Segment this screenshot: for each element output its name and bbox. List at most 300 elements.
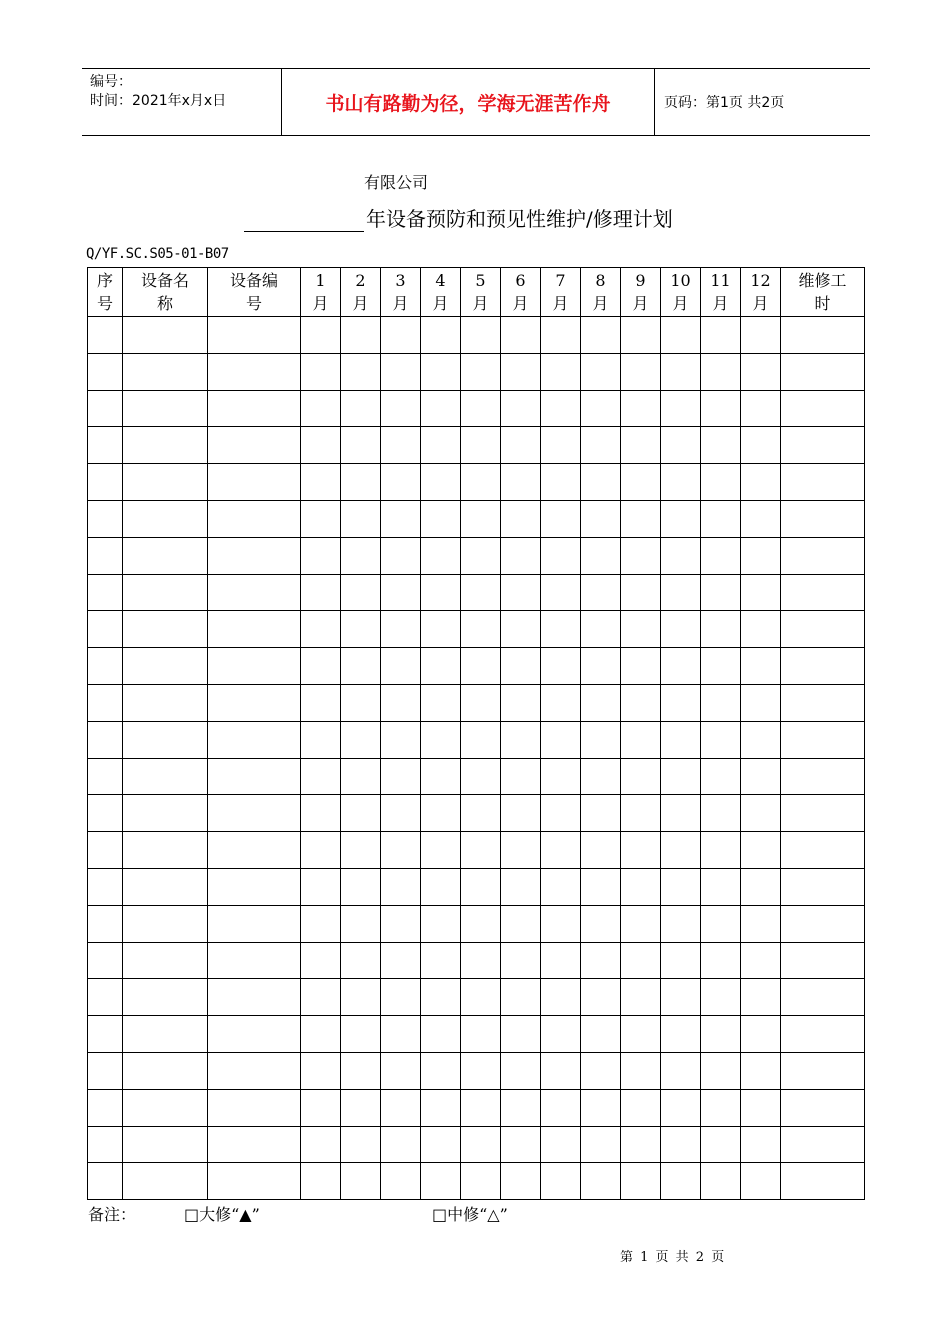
table-cell [541,1163,581,1200]
table-cell [781,684,865,721]
table-cell [581,648,621,685]
table-cell [741,537,781,574]
table-cell [301,317,341,354]
table-cell [208,611,301,648]
table-cell [381,905,421,942]
table-cell [123,464,208,501]
table-cell [501,979,541,1016]
table-cell [701,1126,741,1163]
table-cell [381,684,421,721]
table-cell [341,979,381,1016]
table-cell [621,979,661,1016]
table-cell [501,758,541,795]
table-cell [701,574,741,611]
table-cell [301,905,341,942]
table-cell [301,979,341,1016]
table-cell [123,1126,208,1163]
table-cell [581,390,621,427]
table-cell [581,1089,621,1126]
table-cell [461,942,501,979]
table-cell [381,1052,421,1089]
table-cell [501,832,541,869]
table-cell [88,1163,123,1200]
table-cell [421,317,461,354]
table-cell [421,758,461,795]
table-cell [661,500,701,537]
table-cell [88,427,123,464]
table-cell [341,1016,381,1053]
table-cell [301,795,341,832]
table-cell [621,611,661,648]
table-cell [541,1089,581,1126]
table-row [88,905,865,942]
table-cell [208,1163,301,1200]
table-cell [621,317,661,354]
table-cell [661,390,701,427]
table-cell [208,464,301,501]
table-cell [421,648,461,685]
table-cell [123,1163,208,1200]
table-cell [88,611,123,648]
table-cell [341,500,381,537]
table-cell [781,979,865,1016]
table-cell [88,464,123,501]
table-cell [541,795,581,832]
table-cell [581,905,621,942]
table-row [88,317,865,354]
table-cell [701,1163,741,1200]
table-cell [661,317,701,354]
table-cell [661,905,701,942]
table-cell [581,979,621,1016]
table-cell [421,1089,461,1126]
table-cell [621,942,661,979]
table-cell [501,464,541,501]
table-cell [741,942,781,979]
table-cell [661,979,701,1016]
header-divider [654,69,655,135]
table-cell [701,979,741,1016]
column-header: 1 月 [301,268,341,317]
table-cell [501,1126,541,1163]
table-cell [301,427,341,464]
table-cell [781,574,865,611]
table-cell [461,648,501,685]
table-cell [301,500,341,537]
table-cell [621,353,661,390]
table-cell [421,905,461,942]
table-cell [501,868,541,905]
table-cell [341,942,381,979]
table-cell [541,1126,581,1163]
table-cell [461,832,501,869]
table-cell [781,1163,865,1200]
table-cell [208,648,301,685]
table-cell [661,758,701,795]
table-cell [501,648,541,685]
company-name: 有限公司 [364,173,429,192]
table-cell [381,390,421,427]
table-cell [501,1089,541,1126]
table-cell [701,464,741,501]
table-cell [421,390,461,427]
page-footer: 第 1 页 共 2 页 [620,1250,725,1265]
table-cell [208,942,301,979]
table-row [88,1089,865,1126]
table-cell [461,979,501,1016]
table-cell [661,1126,701,1163]
table-cell [461,758,501,795]
table-row [88,758,865,795]
table-cell [621,574,661,611]
table-cell [301,648,341,685]
table-cell [621,758,661,795]
table-row [88,611,865,648]
table-cell [501,611,541,648]
table-cell [661,427,701,464]
table-cell [661,611,701,648]
table-cell [661,574,701,611]
table-cell [301,832,341,869]
column-header: 9 月 [621,268,661,317]
table-cell [461,390,501,427]
header-page-info: 页码：第1页 共2页 [664,95,785,111]
table-cell [123,721,208,758]
column-header: 维修工 时 [781,268,865,317]
table-cell [541,648,581,685]
table-cell [581,868,621,905]
table-cell [581,721,621,758]
table-cell [581,500,621,537]
table-cell [501,1016,541,1053]
table-cell [541,721,581,758]
table-cell [421,1016,461,1053]
table-cell [661,942,701,979]
table-header-row [88,268,865,317]
table-cell [301,1126,341,1163]
table-cell [541,868,581,905]
table-row [88,832,865,869]
table-cell [381,1126,421,1163]
table-cell [661,1089,701,1126]
table-cell [621,1126,661,1163]
header-meta [90,73,226,111]
table-cell [341,464,381,501]
medium-repair-legend: □中修“△” [432,1205,508,1224]
table-cell [123,574,208,611]
table-cell [381,317,421,354]
table-cell [88,1016,123,1053]
table-cell [341,648,381,685]
table-cell [741,868,781,905]
table-cell [501,317,541,354]
major-repair-legend: □大修“▲” [184,1205,260,1224]
table-cell [581,1052,621,1089]
table-cell [701,868,741,905]
table-cell [461,795,501,832]
table-cell [208,1126,301,1163]
page-header [82,68,870,136]
table-cell [461,721,501,758]
table-cell [461,317,501,354]
table-cell [88,574,123,611]
table-cell [461,684,501,721]
table-cell [661,1016,701,1053]
table-cell [461,868,501,905]
table-cell [581,353,621,390]
table-cell [123,611,208,648]
table-cell [123,500,208,537]
table-cell [701,721,741,758]
table-cell [541,905,581,942]
table-cell [621,390,661,427]
table-cell [741,684,781,721]
table-cell [88,795,123,832]
table-row [88,721,865,758]
table-cell [421,427,461,464]
table-cell [781,1089,865,1126]
table-cell [621,427,661,464]
table-cell [88,1126,123,1163]
table-cell [381,832,421,869]
table-cell [581,317,621,354]
document-code: Q/YF.SC.S05-01-B07 [86,246,229,262]
table-cell [621,868,661,905]
table-row [88,979,865,1016]
table-cell [701,832,741,869]
table-row [88,942,865,979]
table-cell [781,390,865,427]
table-cell [781,611,865,648]
table-cell [421,611,461,648]
table-cell [701,758,741,795]
table-row [88,1016,865,1053]
table-cell [781,353,865,390]
table-cell [541,979,581,1016]
table-cell [421,979,461,1016]
table-cell [661,684,701,721]
table-cell [301,574,341,611]
table-cell [421,537,461,574]
table-cell [341,427,381,464]
table-cell [581,427,621,464]
table-cell [701,942,741,979]
table-cell [501,574,541,611]
table-cell [701,353,741,390]
table-cell [461,500,501,537]
table-cell [341,611,381,648]
table-cell [541,1016,581,1053]
table-cell [381,1016,421,1053]
maintenance-plan-table [87,267,865,1200]
table-cell [501,684,541,721]
table-cell [461,1052,501,1089]
table-cell [541,1052,581,1089]
table-row [88,1052,865,1089]
table-cell [381,721,421,758]
table-cell [501,721,541,758]
table-cell [421,1163,461,1200]
table-cell [621,648,661,685]
column-header: 6 月 [501,268,541,317]
table-cell [88,868,123,905]
table-cell [123,353,208,390]
table-row [88,684,865,721]
table-cell [301,1163,341,1200]
table-cell [741,390,781,427]
table-cell [741,648,781,685]
table-cell [581,795,621,832]
table-cell [661,353,701,390]
table-cell [741,979,781,1016]
table-cell [421,500,461,537]
table-cell [123,942,208,979]
table-cell [661,1052,701,1089]
table-cell [621,684,661,721]
table-cell [88,317,123,354]
table-cell [581,832,621,869]
table-cell [661,721,701,758]
table-cell [341,684,381,721]
table-cell [123,758,208,795]
table-cell [621,500,661,537]
table-cell [621,1089,661,1126]
table-cell [208,979,301,1016]
table-cell [701,317,741,354]
table-cell [741,427,781,464]
table-cell [88,648,123,685]
table-cell [461,574,501,611]
table-cell [541,574,581,611]
table-row [88,390,865,427]
table-cell [301,1052,341,1089]
column-header: 12 月 [741,268,781,317]
table-cell [501,942,541,979]
table-cell [88,537,123,574]
table-cell [501,390,541,427]
table-cell [88,905,123,942]
column-header: 3 月 [381,268,421,317]
table-cell [741,500,781,537]
table-cell [301,942,341,979]
table-cell [301,390,341,427]
table-cell [741,1089,781,1126]
remarks [88,1202,868,1226]
table-cell [501,353,541,390]
table-cell [123,684,208,721]
document-title-row [244,203,673,232]
table-cell [461,464,501,501]
table-cell [341,1052,381,1089]
table-cell [208,905,301,942]
table-cell [421,942,461,979]
table-cell [781,317,865,354]
table-cell [501,427,541,464]
table-cell [208,795,301,832]
table-cell [301,464,341,501]
table-cell [88,353,123,390]
table-cell [621,832,661,869]
table-cell [208,1016,301,1053]
table-cell [741,832,781,869]
table-cell [781,427,865,464]
table-cell [581,942,621,979]
table-cell [341,1163,381,1200]
table-cell [701,1016,741,1053]
table-cell [581,1016,621,1053]
table-cell [501,500,541,537]
table-cell [741,464,781,501]
table-cell [581,464,621,501]
table-cell [541,684,581,721]
table-cell [301,611,341,648]
table-cell [301,1016,341,1053]
column-header: 4 月 [421,268,461,317]
table-cell [781,537,865,574]
table-cell [541,537,581,574]
table-cell [461,611,501,648]
table-cell [341,795,381,832]
table-cell [501,795,541,832]
table-cell [301,684,341,721]
table-cell [541,832,581,869]
table-row [88,353,865,390]
table-row [88,427,865,464]
table-cell [301,721,341,758]
table-cell [381,942,421,979]
table-cell [301,1089,341,1126]
table-cell [381,979,421,1016]
table-cell [88,1052,123,1089]
table-cell [208,353,301,390]
table-cell [781,648,865,685]
table-cell [381,868,421,905]
table-cell [781,721,865,758]
table-cell [621,537,661,574]
table-cell [381,500,421,537]
table-cell [741,1126,781,1163]
table-cell [781,1016,865,1053]
table-cell [621,464,661,501]
table-cell [661,868,701,905]
table-cell [88,684,123,721]
table-cell [208,427,301,464]
table-cell [741,1052,781,1089]
table-cell [421,868,461,905]
table-cell [621,1016,661,1053]
table-cell [581,537,621,574]
table-cell [661,795,701,832]
table-row [88,1163,865,1200]
table-cell [123,795,208,832]
table-cell [781,868,865,905]
table-cell [701,427,741,464]
column-header: 2 月 [341,268,381,317]
table-cell [123,1052,208,1089]
column-header: 设备名 称 [123,268,208,317]
table-cell [461,1089,501,1126]
column-header: 11 月 [701,268,741,317]
table-cell [541,758,581,795]
table-row [88,648,865,685]
table-cell [701,1052,741,1089]
table-cell [741,574,781,611]
table-cell [301,758,341,795]
table-cell [781,942,865,979]
table-cell [88,500,123,537]
table-cell [88,1089,123,1126]
table-cell [501,1163,541,1200]
